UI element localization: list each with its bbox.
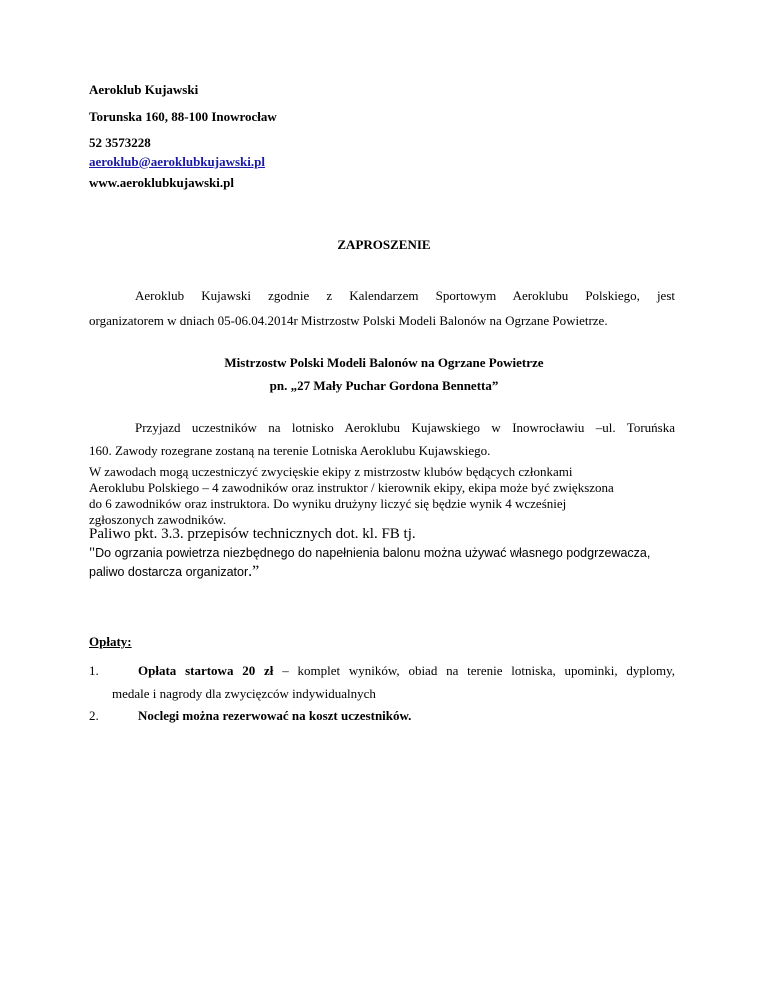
fuel-quote-line-1: [89, 545, 650, 562]
fee-item-1-bold: Opłata startowa 20 zł: [138, 663, 274, 678]
event-name: Mistrzostw Polski Modeli Balonów na Ogrzane Powietrze: [224, 355, 544, 370]
fee-item-1-rest: – komplet wyników, obiad na terenie lotniska, upominki, dyplomy,: [273, 663, 676, 678]
document-title: ZAPROSZENIE: [337, 237, 431, 252]
fee-item-2-number: 2.: [89, 708, 99, 723]
teams-line-4: zgłoszonych zawodników.: [89, 512, 227, 527]
fees-heading: Opłaty:: [89, 634, 132, 649]
sender-name: Aeroklub Kujawski: [89, 82, 199, 97]
fuel-quote-text-2: paliwo dostarcza organizator: [89, 565, 249, 579]
arrival-line-2: 160. Zawody rozegrane zostaną na terenie Lotniska Aeroklubu Kujawskiego.: [89, 443, 491, 458]
fee-item-1-line: [138, 663, 675, 679]
sender-phone: 52 3573228: [89, 135, 151, 150]
fee-item-2-text: Noclegi można rezerwować na koszt uczestników.: [138, 708, 412, 723]
quote-close: .”: [248, 563, 260, 580]
teams-line-3: do 6 zawodników oraz instruktora. Do wyniku drużyny liczyć się będzie wynik 4 wcześniej: [89, 496, 567, 511]
arrival-line-1: Przyjazd uczestników na lotnisko Aeroklubu Kujawskiego w Inowrocławiu –ul. Toruńska: [135, 420, 675, 435]
fee-item-1-continuation: medale i nagrody dla zwycięzców indywidualnych: [112, 686, 376, 701]
sender-address: Torunska 160, 88-100 Inowrocław: [89, 109, 277, 124]
fee-item-1-number: 1.: [89, 663, 99, 678]
fuel-quote-line-2: [89, 563, 259, 581]
fuel-quote-text-1: Do ogrzania powietrza niezbędnego do napełnienia balonu można używać własnego podgrzewacza,: [95, 546, 651, 560]
quote-open: ": [89, 545, 96, 561]
email-link[interactable]: aeroklub@aeroklubkujawski.pl: [89, 154, 265, 169]
website-text: www.aeroklubkujawski.pl: [89, 175, 234, 190]
event-subtitle: pn. „27 Mały Puchar Gordona Bennetta”: [269, 378, 499, 393]
intro-line-2: organizatorem w dniach 05-06.04.2014r Mistrzostw Polski Modeli Balonów na Ogrzane Powietrze.: [89, 313, 608, 328]
teams-line-1: W zawodach mogą uczestniczyć zwycięskie ekipy z mistrzostw klubów będących członkami: [89, 464, 573, 479]
teams-line-2: Aeroklubu Polskiego – 4 zawodników oraz instruktor / kierownik ekipy, ekipa może być zwiększona: [89, 480, 614, 495]
intro-line-1: Aeroklub Kujawski zgodnie z Kalendarzem Sportowym Aeroklubu Polskiego, jest: [135, 288, 675, 303]
fuel-line: Paliwo pkt. 3.3. przepisów technicznych dot. kl. FB tj.: [89, 526, 416, 542]
